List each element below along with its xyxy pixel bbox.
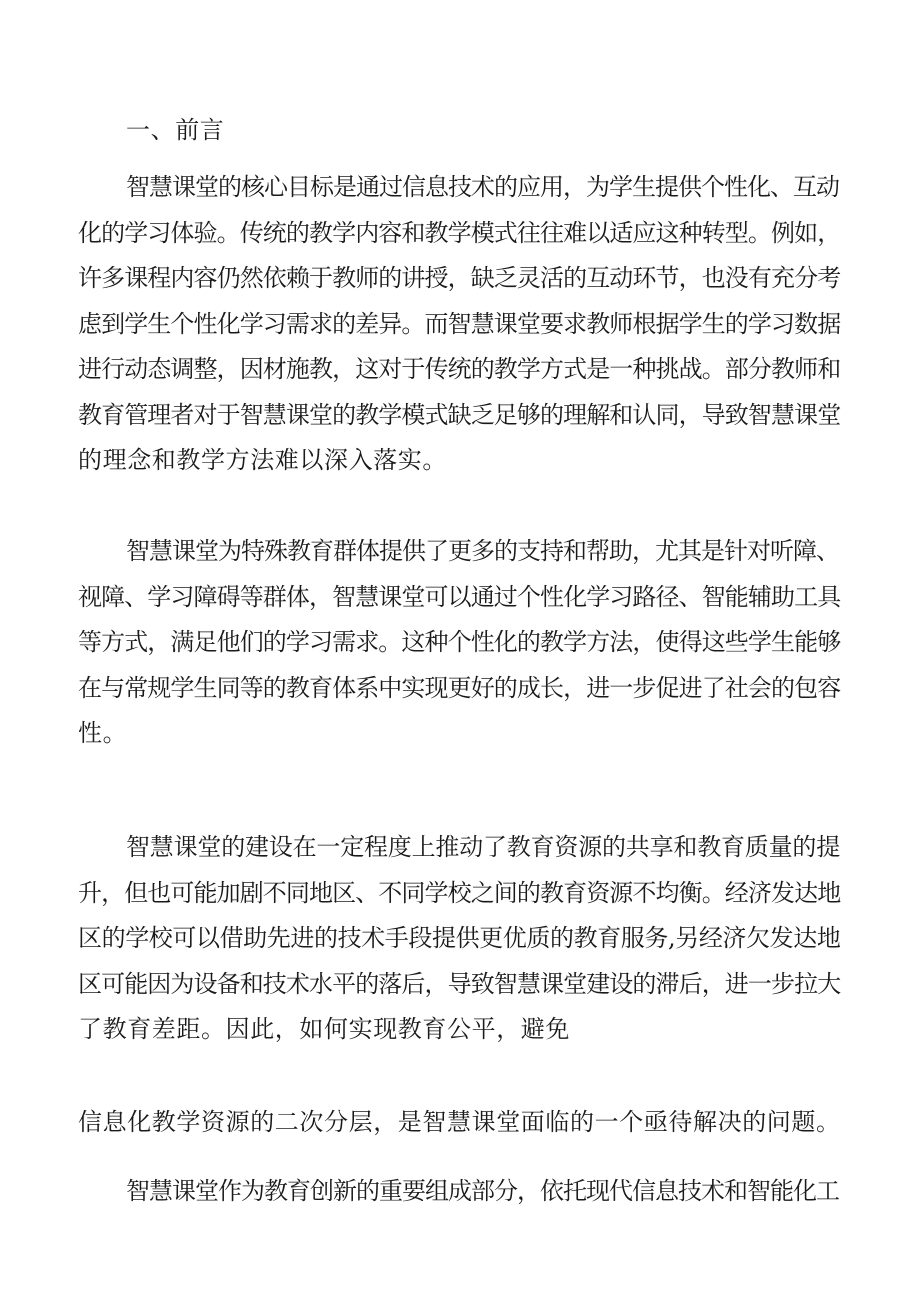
paragraph-line: 区可能因为设备和技术水平的落后，导致智慧课堂建设的滞后，进一步拉大 <box>78 969 841 998</box>
paragraph-line: 教育管理者对于智慧课堂的教学模式缺乏足够的理解和认同，导致智慧课堂 <box>78 400 841 429</box>
paragraph-line: 智慧课堂的核心目标是通过信息技术的应用，为学生提供个性化、互动 <box>126 173 839 201</box>
paragraph-1 <box>78 165 840 484</box>
section-heading <box>78 108 840 154</box>
heading-text: 一、前言 <box>126 116 225 144</box>
paragraph-line: 视障、学习障碍等群体，智慧课堂可以通过个性化学习路径、智能辅助工具 <box>78 582 841 611</box>
paragraph-3 <box>78 825 840 1053</box>
paragraph-line: 在与常规学生同等的教育体系中实现更好的成长，进一步促进了社会的包容 <box>78 673 841 702</box>
paragraph-line: 智慧课堂的建设在一定程度上推动了教育资源的共享和教育质量的提 <box>126 833 840 861</box>
paragraph-4 <box>78 1100 840 1146</box>
paragraph-line: 化的学习体验。传统的教学内容和教学模式往往难以适应这种转型。例如， <box>78 218 841 247</box>
paragraph-line: 虑到学生个性化学习需求的差异。而智慧课堂要求教师根据学生的学习数据 <box>78 309 841 338</box>
paragraph-line: 的理念和教学方法难以深入落实。 <box>78 446 447 474</box>
paragraph-line: 智慧课堂为特殊教育群体提供了更多的支持和帮助，尤其是针对听障、 <box>126 537 839 565</box>
paragraph-5 <box>78 1169 840 1215</box>
paragraph-line: 性。 <box>78 719 128 747</box>
paragraph-line: 等方式，满足他们的学习需求。这种个性化的教学方法，使得这些学生能够 <box>78 628 841 656</box>
paragraph-line: 许多课程内容仍然依赖于教师的讲授，缺乏灵活的互动环节，也没有充分考 <box>78 264 841 292</box>
paragraph-line: 了教育差距。因此，如何实现教育公平，避免 <box>78 1015 570 1043</box>
paragraph-line: 进行动态调整，因材施教，这对于传统的教学方式是一种挑战。部分教师和 <box>78 355 841 383</box>
paragraph-line: 区的学校可以借助先进的技术手段提供更优质的教育服务,另经济欠发达地 <box>78 924 841 952</box>
paragraph-2 <box>78 529 840 757</box>
paragraph-line: 智慧课堂作为教育创新的重要组成部分，依托现代信息技术和智能化工 <box>126 1177 839 1205</box>
paragraph-line: 信息化教学资源的二次分层，是智慧课堂面临的一个亟待解决的问题。 <box>78 1108 841 1136</box>
paragraph-line: 升，但也可能加剧不同地区、不同学校之间的教育资源不均衡。经济发达地 <box>78 878 841 907</box>
